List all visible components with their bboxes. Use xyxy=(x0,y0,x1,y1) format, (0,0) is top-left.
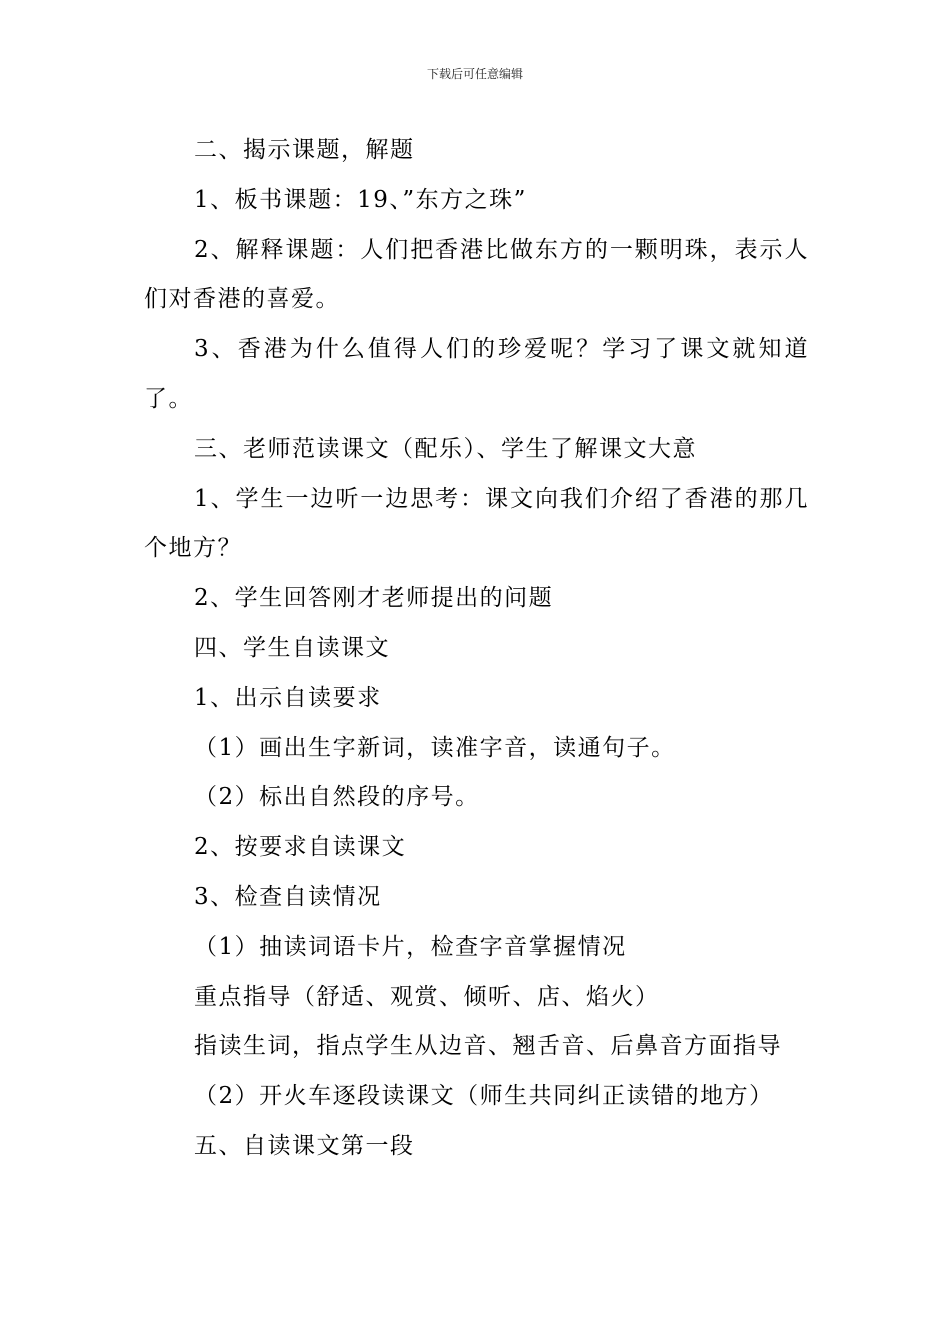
paragraph-item: 指读生词，指点学生从边音、翘舌音、后鼻音方面指导 xyxy=(194,1033,782,1060)
paragraph-subitem: （1）画出生字新词，读准字音，读通句子。 xyxy=(194,734,676,761)
paragraph-section-2-heading: 二、揭示课题，解题 xyxy=(194,137,415,163)
paragraph-item: 3、香港为什么值得人们的珍爱呢？学习了课文就知道了。 xyxy=(144,336,809,412)
paragraph-subitem: （2）标出自然段的序号。 xyxy=(194,784,480,811)
paragraph-section-5-heading: 五、自读课文第一段 xyxy=(194,1132,415,1159)
paragraph-item: 1、学生一边听一边思考：课文向我们介绍了香港的那几个地方？ xyxy=(144,485,809,562)
paragraph-item: 1、出示自读要求 xyxy=(194,684,382,711)
document-body xyxy=(144,126,809,1172)
paragraph-item: 1、板书课题：19、”东方之珠” xyxy=(194,186,527,213)
paragraph-subitem: （1）抽读词语卡片，检查字音掌握情况 xyxy=(194,933,627,960)
paragraph-section-4-heading: 四、学生自读课文 xyxy=(194,634,390,661)
page-header: 下载后可任意编辑 xyxy=(426,67,523,81)
paragraph-item: 2、按要求自读课文 xyxy=(194,834,407,861)
paragraph-item: 2、学生回答刚才老师提出的问题 xyxy=(194,585,554,612)
paragraph-subitem: 重点指导（舒适、观赏、倾听、店、焰火） xyxy=(194,983,660,1010)
paragraph-section-3-heading: 三、老师范读课文（配乐）、学生了解课文大意 xyxy=(194,435,697,462)
paragraph-subitem: （2）开火车逐段读课文（师生共同纠正读错的地方） xyxy=(194,1083,774,1110)
paragraph-item: 2、解释课题：人们把香港比做东方的一颗明珠，表示人们对香港的喜爱。 xyxy=(144,236,809,313)
paragraph-item: 3、检查自读情况 xyxy=(194,883,382,910)
